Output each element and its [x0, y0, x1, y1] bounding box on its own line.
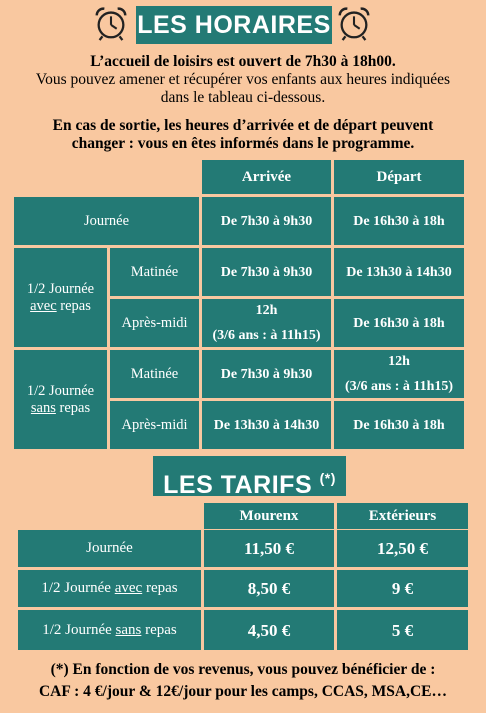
- label-matinee: Matinée: [110, 248, 199, 296]
- journee-arrivee: De 7h30 à 9h30: [202, 197, 331, 245]
- horaires-title: LES HORAIRES: [136, 6, 332, 44]
- avec-matinee-arrivee: De 7h30 à 9h30: [202, 248, 331, 296]
- header-arrivee: Arrivée: [202, 160, 331, 194]
- tarif-sans-mourenx: 4,50 €: [204, 610, 334, 650]
- intro-sortie-notice: En cas de sortie, les heures d’arrivée et de départ peuvent: [52, 117, 434, 134]
- intro-text-line: Vous pouvez amener et récupérer vos enfants aux heures indiquées: [35, 71, 451, 88]
- header-exterieurs: Extérieurs: [337, 503, 468, 529]
- footnote-revenus: (*) En fonction de vos revenus, vous pouvez bénéficier de :: [50, 661, 436, 678]
- tarif-label-demi-avec-repas: 1/2 Journée avec repas: [18, 570, 201, 607]
- intro-sortie-notice: changer : vous en êtes informés dans le programme.: [71, 135, 415, 152]
- row-label-demi-sans-repas: 1/2 Journée sans repas: [14, 350, 107, 449]
- tarif-avec-exterieurs: 9 €: [337, 570, 468, 607]
- row-label-demi-avec-repas: 1/2 Journée avec repas: [14, 248, 107, 347]
- tarif-journee-exterieurs: 12,50 €: [337, 530, 468, 567]
- tarif-label-demi-sans-repas: 1/2 Journée sans repas: [18, 610, 201, 650]
- label-apres-midi: Après-midi: [110, 299, 199, 347]
- alarm-clock-icon: [335, 4, 373, 42]
- label-apres-midi: Après-midi: [110, 401, 199, 449]
- sans-apres-midi-depart: De 16h30 à 18h: [334, 401, 464, 449]
- tarif-sans-exterieurs: 5 €: [337, 610, 468, 650]
- tarif-journee-mourenx: 11,50 €: [204, 530, 334, 567]
- label-matinee: Matinée: [110, 350, 199, 398]
- journee-depart: De 16h30 à 18h: [334, 197, 464, 245]
- tarif-avec-mourenx: 8,50 €: [204, 570, 334, 607]
- intro-text-line: dans le tableau ci-dessous.: [160, 89, 326, 106]
- sans-matinee-arrivee: De 7h30 à 9h30: [202, 350, 331, 398]
- header-mourenx: Mourenx: [204, 503, 334, 529]
- tarif-label-journee: Journée: [18, 530, 201, 567]
- header-depart: Départ: [334, 160, 464, 194]
- sans-matinee-depart: 12h (3/6 ans : à 11h15): [334, 350, 464, 398]
- alarm-clock-icon: [92, 4, 130, 42]
- avec-matinee-depart: De 13h30 à 14h30: [334, 248, 464, 296]
- row-label-journee: Journée: [14, 197, 199, 245]
- avec-apres-midi-depart: De 16h30 à 18h: [334, 299, 464, 347]
- intro-opening-hours: L’accueil de loisirs est ouvert de 7h30 à 18h00.: [90, 53, 396, 70]
- sans-apres-midi-arrivee: De 13h30 à 14h30: [202, 401, 331, 449]
- footnote-aides: CAF : 4 €/jour & 12€/jour pour les camps, CCAS, MSA,CE…: [38, 683, 448, 700]
- tarifs-footnote-mark: (*): [319, 470, 336, 486]
- tarifs-title: LES TARIFS (*): [153, 456, 346, 496]
- avec-apres-midi-arrivee: 12h (3/6 ans : à 11h15): [202, 299, 331, 347]
